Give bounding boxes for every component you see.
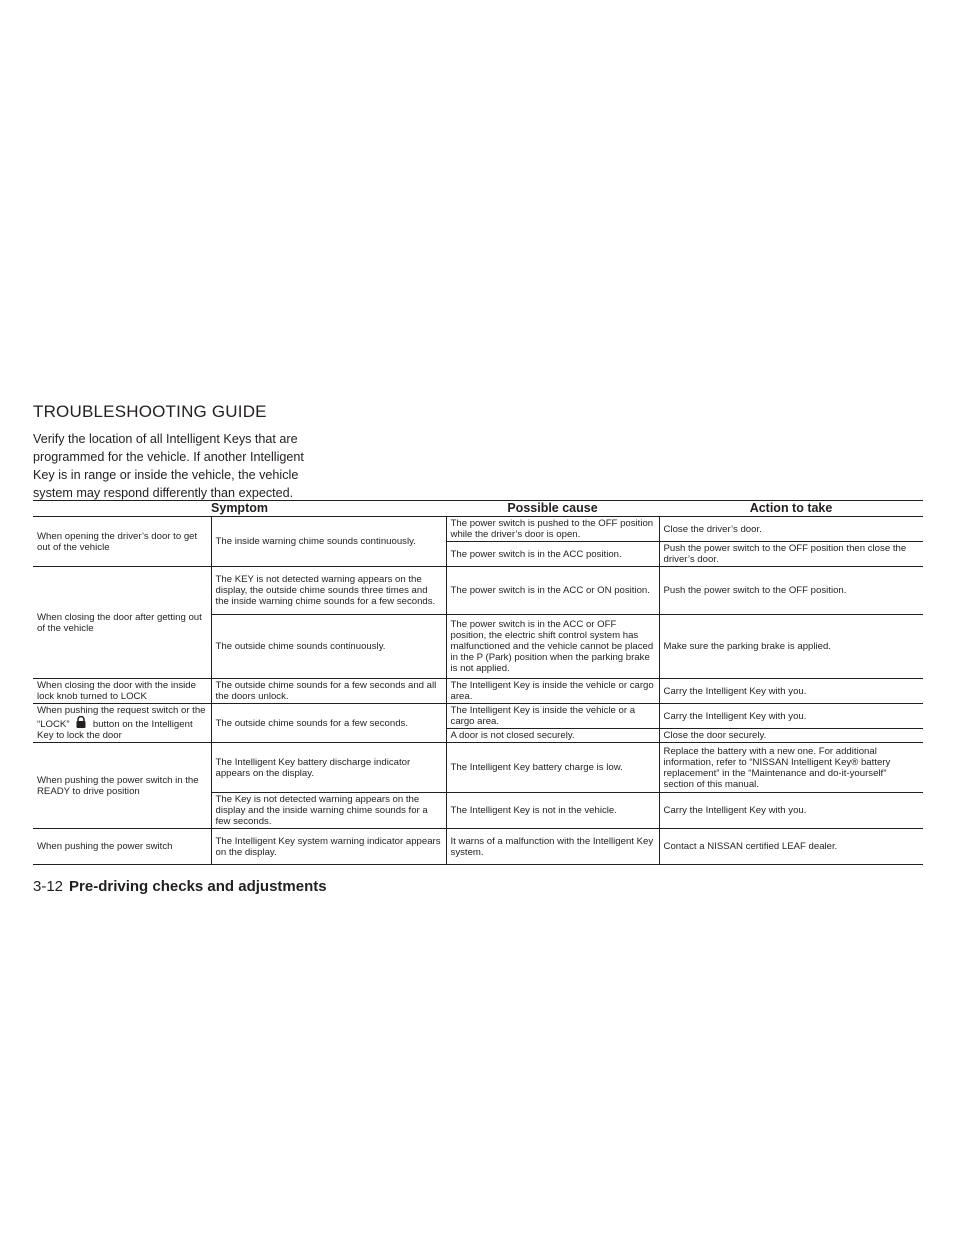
header-possible-cause: Possible cause [446,501,659,517]
header-action: Action to take [659,501,923,517]
table-row [33,704,923,729]
detail-cell: A door is not closed securely. [446,729,659,743]
cause-cell: The outside chime sounds continuously. [211,615,446,679]
intro-paragraph: Verify the location of all Intelligent Keys that are programmed for the vehicle. If another Intelligent Key is in range or inside the vehicle, the vehicle system may respond differently than expected. [33,432,304,500]
table-row [33,829,923,865]
header-symptom: Symptom [33,501,446,517]
symptom-cell: When closing the door with the inside lock knob turned to LOCK [33,679,211,704]
action-cell: Close the door securely. [659,729,923,743]
footer-section-title: Pre-driving checks and adjustments [69,878,327,895]
action-cell: Carry the Intelligent Key with you. [659,793,923,829]
section-title: TROUBLESHOOTING GUIDE [33,402,267,421]
table-row [33,679,923,704]
detail-cell: The Intelligent Key is inside the vehicle or a cargo area. [446,704,659,729]
detail-cell: The power switch is in the ACC position. [446,542,659,567]
cause-cell: The outside chime sounds for a few seconds and all the doors unlock. [211,679,446,704]
action-cell: Contact a NISSAN certified LEAF dealer. [659,829,923,865]
page-footer [33,878,327,895]
table-header-row [33,501,923,517]
action-cell: Close the driver’s door. [659,517,923,542]
cause-cell: The KEY is not detected warning appears on the display, the outside chime sounds three times and the inside warning chime sounds for a few seconds. [211,567,446,615]
action-cell: Make sure the parking brake is applied. [659,615,923,679]
table-row [33,517,923,542]
symptom-cell: When opening the driver’s door to get out of the vehicle [33,517,211,567]
cause-cell: The Intelligent Key battery discharge indicator appears on the display. [211,743,446,793]
lock-icon [74,716,88,728]
troubleshooting-table [33,500,923,865]
symptom-cell: When closing the door after getting out of the vehicle [33,567,211,679]
detail-cell: The Intelligent Key is not in the vehicle. [446,793,659,829]
action-cell: Push the power switch to the OFF position then close the driver’s door. [659,542,923,567]
detail-cell: The power switch is in the ACC or OFF position, the electric shift control system has malfunctioned and the vehicle cannot be placed in the P (Park) position when the parking brake is not applied. [446,615,659,679]
page-number: 3-12 [33,878,64,895]
table-row [33,567,923,615]
symptom-cell: When pushing the power switch in the READY to drive position [33,743,211,829]
symptom-text-b: button on the Intelligent Key to lock the door [37,719,193,741]
detail-cell: The Intelligent Key is inside the vehicle or cargo area. [446,679,659,704]
symptom-cell [33,704,211,743]
symptom-cell: When pushing the power switch [33,829,211,865]
detail-cell: The power switch is in the ACC or ON position. [446,567,659,615]
action-cell: Replace the battery with a new one. For additional information, refer to “NISSAN Intelligent Key® battery replacement” in the “Maintenance and do-it-yourself” section of this manual. [659,743,923,793]
cause-cell: The outside chime sounds for a few seconds. [211,704,446,743]
action-cell: Push the power switch to the OFF position. [659,567,923,615]
table-row [33,743,923,793]
cause-cell: The inside warning chime sounds continuously. [211,517,446,567]
cause-cell: The Key is not detected warning appears on the display and the inside warning chime sounds for a few seconds. [211,793,446,829]
detail-cell: The Intelligent Key battery charge is low. [446,743,659,793]
action-cell: Carry the Intelligent Key with you. [659,679,923,704]
detail-cell: It warns of a malfunction with the Intelligent Key system. [446,829,659,865]
action-cell: Carry the Intelligent Key with you. [659,704,923,729]
detail-cell: The power switch is pushed to the OFF position while the driver’s door is open. [446,517,659,542]
symptom-text-a: When pushing the request switch or the “LOCK” [37,705,206,730]
cause-cell: The Intelligent Key system warning indicator appears on the display. [211,829,446,865]
